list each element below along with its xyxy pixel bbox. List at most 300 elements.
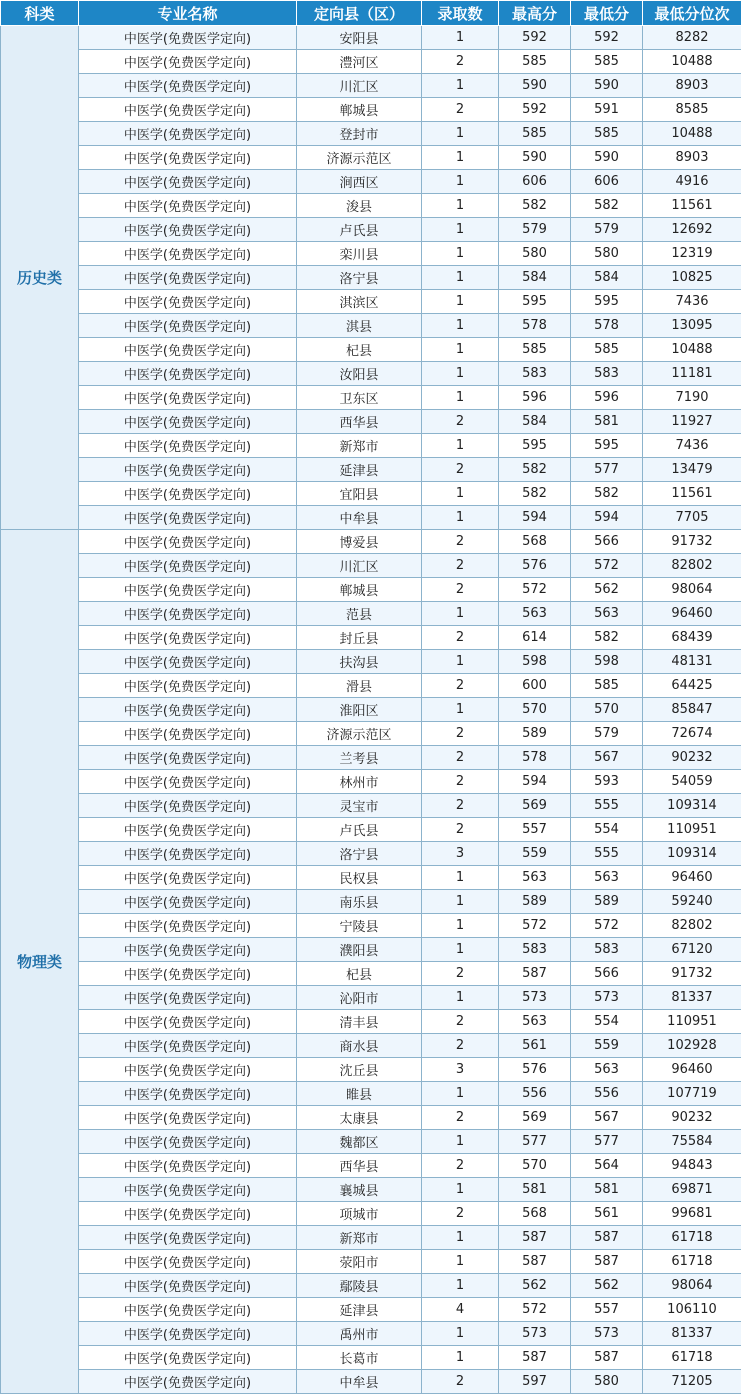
table-row — [1, 266, 741, 290]
admitted-count-cell: 1 — [422, 338, 499, 362]
major-name-cell: 中医学(免费医学定向) — [79, 722, 297, 746]
target-county-cell: 洛宁县 — [297, 842, 422, 866]
highest-score-cell: 600 — [499, 674, 571, 698]
lowest-score-cell: 562 — [571, 578, 643, 602]
lowest-rank-cell: 10488 — [643, 122, 741, 146]
major-name-cell: 中医学(免费医学定向) — [79, 746, 297, 770]
highest-score-cell: 576 — [499, 1058, 571, 1082]
lowest-rank-cell: 98064 — [643, 578, 741, 602]
major-name-cell: 中医学(免费医学定向) — [79, 794, 297, 818]
lowest-rank-cell: 68439 — [643, 626, 741, 650]
admitted-count-cell: 1 — [422, 914, 499, 938]
lowest-score-cell: 583 — [571, 938, 643, 962]
table-row — [1, 890, 741, 914]
major-name-cell: 中医学(免费医学定向) — [79, 554, 297, 578]
target-county-cell: 灵宝市 — [297, 794, 422, 818]
major-name-cell: 中医学(免费医学定向) — [79, 602, 297, 626]
target-county-cell: 清丰县 — [297, 1010, 422, 1034]
highest-score-cell: 595 — [499, 290, 571, 314]
major-name-cell: 中医学(免费医学定向) — [79, 26, 297, 50]
table-row — [1, 50, 741, 74]
admitted-count-cell: 1 — [422, 194, 499, 218]
admitted-count-cell: 3 — [422, 1058, 499, 1082]
admitted-count-cell: 1 — [422, 1226, 499, 1250]
admitted-count-cell: 2 — [422, 770, 499, 794]
lowest-score-cell: 579 — [571, 722, 643, 746]
highest-score-cell: 596 — [499, 386, 571, 410]
highest-score-cell: 556 — [499, 1082, 571, 1106]
major-name-cell: 中医学(免费医学定向) — [79, 1346, 297, 1370]
table-row — [1, 818, 741, 842]
major-name-cell: 中医学(免费医学定向) — [79, 650, 297, 674]
admitted-count-cell: 2 — [422, 722, 499, 746]
target-county-cell: 民权县 — [297, 866, 422, 890]
highest-score-cell: 568 — [499, 1202, 571, 1226]
lowest-rank-cell: 85847 — [643, 698, 741, 722]
target-county-cell: 西华县 — [297, 1154, 422, 1178]
lowest-rank-cell: 10825 — [643, 266, 741, 290]
lowest-rank-cell: 54059 — [643, 770, 741, 794]
lowest-rank-cell: 90232 — [643, 746, 741, 770]
admitted-count-cell: 1 — [422, 266, 499, 290]
major-name-cell: 中医学(免费医学定向) — [79, 1154, 297, 1178]
admitted-count-cell: 2 — [422, 1010, 499, 1034]
admitted-count-cell: 1 — [422, 1322, 499, 1346]
lowest-rank-cell: 110951 — [643, 818, 741, 842]
admitted-count-cell: 1 — [422, 1130, 499, 1154]
major-name-cell: 中医学(免费医学定向) — [79, 1250, 297, 1274]
lowest-rank-cell: 81337 — [643, 1322, 741, 1346]
table-row — [1, 1202, 741, 1226]
highest-score-cell: 573 — [499, 986, 571, 1010]
lowest-score-cell: 591 — [571, 98, 643, 122]
lowest-rank-cell: 75584 — [643, 1130, 741, 1154]
target-county-cell: 林州市 — [297, 770, 422, 794]
lowest-score-cell: 578 — [571, 314, 643, 338]
target-county-cell: 汝阳县 — [297, 362, 422, 386]
target-county-cell: 封丘县 — [297, 626, 422, 650]
admitted-count-cell: 2 — [422, 1034, 499, 1058]
table-row — [1, 866, 741, 890]
lowest-score-cell: 567 — [571, 746, 643, 770]
major-name-cell: 中医学(免费医学定向) — [79, 1034, 297, 1058]
table-row — [1, 26, 741, 50]
major-name-cell: 中医学(免费医学定向) — [79, 218, 297, 242]
lowest-score-cell: 563 — [571, 1058, 643, 1082]
lowest-score-cell: 596 — [571, 386, 643, 410]
highest-score-cell: 594 — [499, 770, 571, 794]
lowest-score-cell: 580 — [571, 242, 643, 266]
major-name-cell: 中医学(免费医学定向) — [79, 818, 297, 842]
highest-score-cell: 597 — [499, 1370, 571, 1394]
admitted-count-cell: 2 — [422, 458, 499, 482]
table-row — [1, 338, 741, 362]
table-row — [1, 290, 741, 314]
major-name-cell: 中医学(免费医学定向) — [79, 506, 297, 530]
target-county-cell: 洛宁县 — [297, 266, 422, 290]
lowest-rank-cell: 13479 — [643, 458, 741, 482]
admitted-count-cell: 1 — [422, 1274, 499, 1298]
table-row — [1, 410, 741, 434]
admitted-count-cell: 1 — [422, 122, 499, 146]
header-lowest-rank: 最低分位次 — [643, 1, 741, 26]
highest-score-cell: 569 — [499, 794, 571, 818]
highest-score-cell: 569 — [499, 1106, 571, 1130]
highest-score-cell: 595 — [499, 434, 571, 458]
admitted-count-cell: 1 — [422, 314, 499, 338]
major-name-cell: 中医学(免费医学定向) — [79, 842, 297, 866]
highest-score-cell: 563 — [499, 866, 571, 890]
lowest-rank-cell: 12319 — [643, 242, 741, 266]
lowest-rank-cell: 7705 — [643, 506, 741, 530]
admitted-count-cell: 2 — [422, 578, 499, 602]
lowest-rank-cell: 69871 — [643, 1178, 741, 1202]
major-name-cell: 中医学(免费医学定向) — [79, 938, 297, 962]
lowest-score-cell: 554 — [571, 1010, 643, 1034]
highest-score-cell: 578 — [499, 746, 571, 770]
lowest-score-cell: 606 — [571, 170, 643, 194]
lowest-rank-cell: 91732 — [643, 530, 741, 554]
lowest-rank-cell: 8585 — [643, 98, 741, 122]
major-name-cell: 中医学(免费医学定向) — [79, 266, 297, 290]
lowest-rank-cell: 12692 — [643, 218, 741, 242]
lowest-score-cell: 579 — [571, 218, 643, 242]
highest-score-cell: 572 — [499, 578, 571, 602]
major-name-cell: 中医学(免费医学定向) — [79, 530, 297, 554]
table-row — [1, 578, 741, 602]
table-row — [1, 146, 741, 170]
lowest-score-cell: 566 — [571, 962, 643, 986]
major-name-cell: 中医学(免费医学定向) — [79, 962, 297, 986]
admitted-count-cell: 1 — [422, 290, 499, 314]
admitted-count-cell: 1 — [422, 890, 499, 914]
major-name-cell: 中医学(免费医学定向) — [79, 1082, 297, 1106]
table-row — [1, 1082, 741, 1106]
lowest-score-cell: 557 — [571, 1298, 643, 1322]
table-row — [1, 554, 741, 578]
admitted-count-cell: 2 — [422, 1106, 499, 1130]
target-county-cell: 禹州市 — [297, 1322, 422, 1346]
table-row — [1, 506, 741, 530]
major-name-cell: 中医学(免费医学定向) — [79, 1010, 297, 1034]
major-name-cell: 中医学(免费医学定向) — [79, 914, 297, 938]
highest-score-cell: 598 — [499, 650, 571, 674]
table-row — [1, 722, 741, 746]
major-name-cell: 中医学(免费医学定向) — [79, 626, 297, 650]
admitted-count-cell: 2 — [422, 794, 499, 818]
lowest-rank-cell: 96460 — [643, 602, 741, 626]
lowest-rank-cell: 7190 — [643, 386, 741, 410]
lowest-score-cell: 598 — [571, 650, 643, 674]
lowest-rank-cell: 11561 — [643, 482, 741, 506]
target-county-cell: 杞县 — [297, 962, 422, 986]
table-row — [1, 986, 741, 1010]
table-row — [1, 770, 741, 794]
table-row — [1, 242, 741, 266]
target-county-cell: 商水县 — [297, 1034, 422, 1058]
highest-score-cell: 580 — [499, 242, 571, 266]
lowest-rank-cell: 96460 — [643, 1058, 741, 1082]
highest-score-cell: 572 — [499, 1298, 571, 1322]
lowest-score-cell: 595 — [571, 290, 643, 314]
lowest-score-cell: 559 — [571, 1034, 643, 1058]
admitted-count-cell: 1 — [422, 74, 499, 98]
table-row — [1, 74, 741, 98]
table-row — [1, 1034, 741, 1058]
table-row — [1, 1178, 741, 1202]
lowest-score-cell: 554 — [571, 818, 643, 842]
admitted-count-cell: 1 — [422, 386, 499, 410]
lowest-score-cell: 563 — [571, 602, 643, 626]
table-row — [1, 458, 741, 482]
target-county-cell: 中牟县 — [297, 1370, 422, 1394]
table-row — [1, 842, 741, 866]
header-major-name: 专业名称 — [79, 1, 297, 26]
lowest-rank-cell: 72674 — [643, 722, 741, 746]
lowest-rank-cell: 61718 — [643, 1346, 741, 1370]
header-target-county: 定向县（区） — [297, 1, 422, 26]
lowest-rank-cell: 7436 — [643, 434, 741, 458]
lowest-rank-cell: 82802 — [643, 914, 741, 938]
major-name-cell: 中医学(免费医学定向) — [79, 1274, 297, 1298]
major-name-cell: 中医学(免费医学定向) — [79, 122, 297, 146]
major-name-cell: 中医学(免费医学定向) — [79, 386, 297, 410]
admitted-count-cell: 1 — [422, 938, 499, 962]
lowest-score-cell: 573 — [571, 1322, 643, 1346]
target-county-cell: 川汇区 — [297, 74, 422, 98]
lowest-rank-cell: 8903 — [643, 146, 741, 170]
highest-score-cell: 594 — [499, 506, 571, 530]
major-name-cell: 中医学(免费医学定向) — [79, 1298, 297, 1322]
lowest-score-cell: 556 — [571, 1082, 643, 1106]
table-row — [1, 1346, 741, 1370]
lowest-score-cell: 585 — [571, 50, 643, 74]
lowest-rank-cell: 11181 — [643, 362, 741, 386]
table-row — [1, 794, 741, 818]
lowest-rank-cell: 102928 — [643, 1034, 741, 1058]
highest-score-cell: 563 — [499, 602, 571, 626]
lowest-rank-cell: 110951 — [643, 1010, 741, 1034]
lowest-rank-cell: 94843 — [643, 1154, 741, 1178]
admitted-count-cell: 1 — [422, 218, 499, 242]
lowest-score-cell: 585 — [571, 338, 643, 362]
highest-score-cell: 579 — [499, 218, 571, 242]
table-row — [1, 674, 741, 698]
target-county-cell: 济源示范区 — [297, 722, 422, 746]
major-name-cell: 中医学(免费医学定向) — [79, 986, 297, 1010]
major-name-cell: 中医学(免费医学定向) — [79, 170, 297, 194]
table-row — [1, 1106, 741, 1130]
major-name-cell: 中医学(免费医学定向) — [79, 362, 297, 386]
table-row — [1, 386, 741, 410]
lowest-score-cell: 563 — [571, 866, 643, 890]
target-county-cell: 扶沟县 — [297, 650, 422, 674]
lowest-score-cell: 561 — [571, 1202, 643, 1226]
highest-score-cell: 559 — [499, 842, 571, 866]
lowest-rank-cell: 59240 — [643, 890, 741, 914]
target-county-cell: 卢氏县 — [297, 218, 422, 242]
lowest-score-cell: 592 — [571, 26, 643, 50]
header-category: 科类 — [1, 1, 79, 26]
major-name-cell: 中医学(免费医学定向) — [79, 578, 297, 602]
highest-score-cell: 582 — [499, 194, 571, 218]
target-county-cell: 郸城县 — [297, 578, 422, 602]
lowest-rank-cell: 64425 — [643, 674, 741, 698]
target-county-cell: 宁陵县 — [297, 914, 422, 938]
header-highest-score: 最高分 — [499, 1, 571, 26]
admitted-count-cell: 1 — [422, 986, 499, 1010]
highest-score-cell: 581 — [499, 1178, 571, 1202]
table-row — [1, 914, 741, 938]
lowest-rank-cell: 99681 — [643, 1202, 741, 1226]
target-county-cell: 襄城县 — [297, 1178, 422, 1202]
table-row — [1, 170, 741, 194]
lowest-score-cell: 583 — [571, 362, 643, 386]
table-row — [1, 1370, 741, 1394]
target-county-cell: 川汇区 — [297, 554, 422, 578]
target-county-cell: 郸城县 — [297, 98, 422, 122]
highest-score-cell: 557 — [499, 818, 571, 842]
admitted-count-cell: 2 — [422, 1154, 499, 1178]
highest-score-cell: 587 — [499, 1226, 571, 1250]
lowest-score-cell: 577 — [571, 1130, 643, 1154]
lowest-rank-cell: 7436 — [643, 290, 741, 314]
table-row — [1, 1154, 741, 1178]
lowest-score-cell: 555 — [571, 842, 643, 866]
major-name-cell: 中医学(免费医学定向) — [79, 50, 297, 74]
target-county-cell: 范县 — [297, 602, 422, 626]
major-name-cell: 中医学(免费医学定向) — [79, 146, 297, 170]
target-county-cell: 新郑市 — [297, 1226, 422, 1250]
admitted-count-cell: 3 — [422, 842, 499, 866]
table-row — [1, 650, 741, 674]
target-county-cell: 延津县 — [297, 1298, 422, 1322]
target-county-cell: 济源示范区 — [297, 146, 422, 170]
admitted-count-cell: 2 — [422, 554, 499, 578]
lowest-rank-cell: 48131 — [643, 650, 741, 674]
target-county-cell: 卢氏县 — [297, 818, 422, 842]
highest-score-cell: 585 — [499, 338, 571, 362]
target-county-cell: 太康县 — [297, 1106, 422, 1130]
major-name-cell: 中医学(免费医学定向) — [79, 194, 297, 218]
admitted-count-cell: 2 — [422, 674, 499, 698]
target-county-cell: 浚县 — [297, 194, 422, 218]
lowest-rank-cell: 90232 — [643, 1106, 741, 1130]
admitted-count-cell: 1 — [422, 602, 499, 626]
category-cell: 物理类 — [1, 530, 79, 1394]
admitted-count-cell: 1 — [422, 170, 499, 194]
target-county-cell: 登封市 — [297, 122, 422, 146]
admitted-count-cell: 1 — [422, 650, 499, 674]
lowest-rank-cell: 106110 — [643, 1298, 741, 1322]
lowest-score-cell: 572 — [571, 554, 643, 578]
highest-score-cell: 563 — [499, 1010, 571, 1034]
highest-score-cell: 583 — [499, 362, 571, 386]
lowest-score-cell: 577 — [571, 458, 643, 482]
major-name-cell: 中医学(免费医学定向) — [79, 410, 297, 434]
lowest-rank-cell: 107719 — [643, 1082, 741, 1106]
target-county-cell: 滑县 — [297, 674, 422, 698]
target-county-cell: 博爱县 — [297, 530, 422, 554]
lowest-score-cell: 593 — [571, 770, 643, 794]
target-county-cell: 沁阳市 — [297, 986, 422, 1010]
highest-score-cell: 587 — [499, 1250, 571, 1274]
highest-score-cell: 606 — [499, 170, 571, 194]
table-row — [1, 362, 741, 386]
target-county-cell: 淇滨区 — [297, 290, 422, 314]
admitted-count-cell: 1 — [422, 506, 499, 530]
lowest-score-cell: 564 — [571, 1154, 643, 1178]
lowest-score-cell: 587 — [571, 1226, 643, 1250]
admitted-count-cell: 1 — [422, 434, 499, 458]
highest-score-cell: 570 — [499, 698, 571, 722]
lowest-score-cell: 581 — [571, 1178, 643, 1202]
table-row — [1, 194, 741, 218]
highest-score-cell: 590 — [499, 146, 571, 170]
lowest-score-cell: 585 — [571, 674, 643, 698]
table-row — [1, 1298, 741, 1322]
lowest-score-cell: 582 — [571, 482, 643, 506]
admitted-count-cell: 2 — [422, 50, 499, 74]
lowest-score-cell: 582 — [571, 626, 643, 650]
major-name-cell: 中医学(免费医学定向) — [79, 74, 297, 98]
table-row — [1, 530, 741, 554]
admitted-count-cell: 1 — [422, 146, 499, 170]
major-name-cell: 中医学(免费医学定向) — [79, 866, 297, 890]
admitted-count-cell: 4 — [422, 1298, 499, 1322]
target-county-cell: 项城市 — [297, 1202, 422, 1226]
lowest-rank-cell: 98064 — [643, 1274, 741, 1298]
highest-score-cell: 587 — [499, 1346, 571, 1370]
highest-score-cell: 570 — [499, 1154, 571, 1178]
lowest-score-cell: 584 — [571, 266, 643, 290]
table-row — [1, 98, 741, 122]
admitted-count-cell: 2 — [422, 746, 499, 770]
major-name-cell: 中医学(免费医学定向) — [79, 1178, 297, 1202]
lowest-score-cell: 567 — [571, 1106, 643, 1130]
table-row — [1, 1226, 741, 1250]
highest-score-cell: 614 — [499, 626, 571, 650]
major-name-cell: 中医学(免费医学定向) — [79, 242, 297, 266]
highest-score-cell: 568 — [499, 530, 571, 554]
lowest-rank-cell: 91732 — [643, 962, 741, 986]
major-name-cell: 中医学(免费医学定向) — [79, 1106, 297, 1130]
highest-score-cell: 582 — [499, 482, 571, 506]
table-row — [1, 1010, 741, 1034]
table-row — [1, 1058, 741, 1082]
target-county-cell: 淇县 — [297, 314, 422, 338]
major-name-cell: 中医学(免费医学定向) — [79, 890, 297, 914]
target-county-cell: 兰考县 — [297, 746, 422, 770]
lowest-rank-cell: 10488 — [643, 338, 741, 362]
table-row — [1, 1274, 741, 1298]
highest-score-cell: 572 — [499, 914, 571, 938]
lowest-score-cell: 580 — [571, 1370, 643, 1394]
major-name-cell: 中医学(免费医学定向) — [79, 482, 297, 506]
highest-score-cell: 582 — [499, 458, 571, 482]
category-cell: 历史类 — [1, 26, 79, 530]
lowest-rank-cell: 109314 — [643, 794, 741, 818]
admitted-count-cell: 1 — [422, 1082, 499, 1106]
lowest-rank-cell: 8903 — [643, 74, 741, 98]
admitted-count-cell: 2 — [422, 1202, 499, 1226]
target-county-cell: 新郑市 — [297, 434, 422, 458]
admitted-count-cell: 1 — [422, 1178, 499, 1202]
major-name-cell: 中医学(免费医学定向) — [79, 1322, 297, 1346]
highest-score-cell: 589 — [499, 722, 571, 746]
highest-score-cell: 592 — [499, 98, 571, 122]
table-row — [1, 602, 741, 626]
